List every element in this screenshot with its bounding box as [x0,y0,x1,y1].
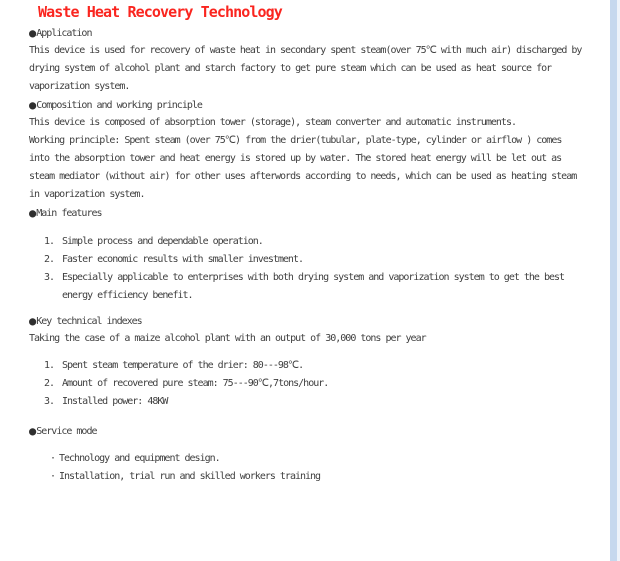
dot-bullet-icon: · [50,453,56,464]
list-item [29,468,589,486]
section-heading-label: Composition and working principle [36,100,202,111]
text-line: in vaporization system. [29,189,145,200]
section-heading-application [29,24,589,42]
list-number: 2. [44,378,55,389]
list-number: 1. [44,360,55,371]
text-line: Working principle: Spent steam (over 75℃) from the drier(tubular, plate-type, cylinder or airflow ) comes [29,135,562,146]
right-edge-strip [610,0,617,561]
list-number: 1. [44,236,55,247]
document-content [29,0,589,486]
section-heading-label: Application [36,28,92,39]
section-heading-composition [29,96,589,114]
section-heading-label: Main features [36,208,102,219]
list-item-text: energy efficiency benefit. [62,290,193,301]
key-indexes-list [29,357,589,411]
page-title: Waste Heat Recovery Technology [38,3,282,21]
list-item [29,375,589,393]
list-item [29,233,589,251]
composition-paragraph [29,114,589,204]
section-heading-label: Service mode [36,426,97,437]
service-mode-list [29,450,589,486]
bullet-icon: ● [29,424,37,438]
list-item-text: Faster economic results with smaller investment. [62,254,303,265]
text-line: into the absorption tower and heat energy is stored up by water. The stored heat energy will be let out as [29,153,562,164]
bullet-icon: ● [29,26,37,40]
list-item [29,393,589,411]
text-line: drying system of alcohol plant and starch factory to get pure steam which can be used as heat source for [29,63,552,74]
list-item-text: Technology and equipment design. [59,453,220,464]
bullet-icon: ● [29,314,37,328]
section-heading-label: Key technical indexes [36,316,142,327]
list-item [29,269,589,305]
section-heading-service-mode [29,422,589,440]
text-line: This device is used for recovery of waste heat in secondary spent steam(over 75℃ with much air) discharged by [29,45,582,56]
list-number: 3. [44,272,55,283]
list-number: 3. [44,396,55,407]
list-item-text: Spent steam temperature of the drier: 80---98℃. [62,360,304,371]
list-item [29,251,589,269]
application-paragraph [29,42,589,96]
text-line: vaporization system. [29,81,130,92]
list-item-text: Amount of recovered pure steam: 75---90℃,7tons/hour. [62,378,329,389]
dot-bullet-icon: · [50,471,56,482]
list-item-text: Installation, trial run and skilled workers training [59,471,321,482]
list-item-text: Installed power: 48KW [62,396,168,407]
key-indexes-intro: Taking the case of a maize alcohol plant with an output of 30,000 tons per year [29,333,426,344]
text-line: steam mediator (without air) for other uses afterwords according to needs, which can be used as heating steam [29,171,577,182]
list-number: 2. [44,254,55,265]
bullet-icon: ● [29,98,37,112]
list-item [29,357,589,375]
bullet-icon: ● [29,206,37,220]
section-heading-main-features [29,204,589,222]
section-heading-key-indexes [29,312,589,330]
list-item-text: Especially applicable to enterprises with both drying system and vaporization system to get the best [62,272,565,283]
list-item [29,450,589,468]
text-line: This device is composed of absorption tower (storage), steam converter and automatic instruments. [29,117,516,128]
main-features-list [29,233,589,305]
list-item-text: Simple process and dependable operation. [62,236,263,247]
